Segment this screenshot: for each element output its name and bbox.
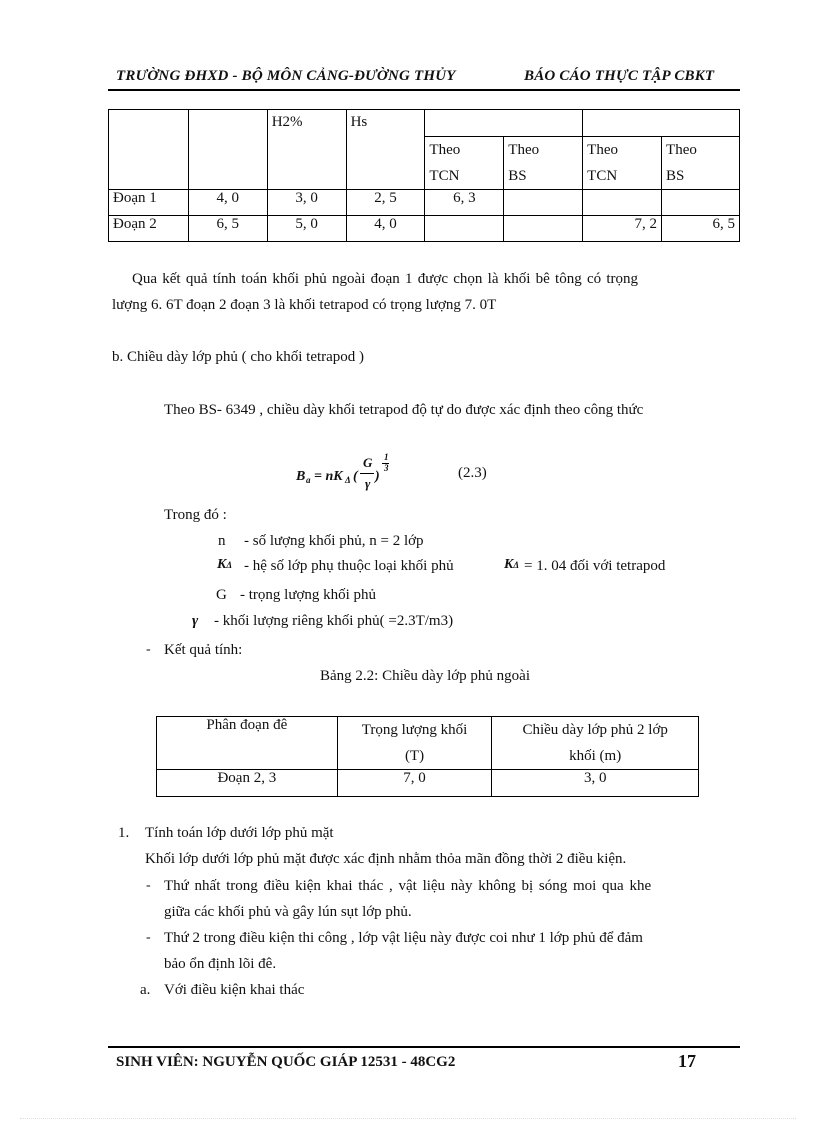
table-cell: Đoạn 2 (109, 216, 189, 242)
def-g-symbol: G (216, 587, 227, 603)
def-k-symbol: KΔ (217, 557, 232, 572)
ket-qua: Kết quả tính: (164, 642, 243, 658)
formula-eq: = nK (314, 469, 343, 484)
section-1-intro: Khối lớp dưới lớp phủ mặt được xác định nhằm thỏa mãn đồng thời 2 điều kiện. (145, 851, 627, 867)
section-b-heading: b. Chiều dày lớp phủ ( cho khối tetrapod ) (112, 349, 365, 365)
formula-2-3: B a = nK Δ ( G γ ) 1 3 (296, 452, 389, 491)
bullet-2-line: Thứ 2 trong điều kiện thi công , lớp vật liệu này được coi như 1 lớp phủ để đảm (164, 930, 643, 946)
table-subheader: Theo TCN (425, 137, 504, 190)
def-gamma-symbol: γ (192, 613, 199, 629)
bullet-dash: - (146, 930, 151, 945)
table-header-group (583, 110, 740, 137)
section-1-number: 1. (118, 825, 130, 841)
formula-fraction-bar (360, 473, 374, 474)
table-header-trong-luong: Trọng lượng khối (T) (337, 717, 492, 770)
bullet-1-line: giữa các khối phủ và gây lún sụt lớp phủ. (164, 904, 412, 920)
table-cell: 3, 0 (492, 770, 699, 797)
bullet-1-line: Thứ nhất trong điều kiện khai thác , vật liệu này không bị sóng moi qua khe (164, 878, 652, 894)
bs-formula-intro: Theo BS- 6349 , chiều dày khối tetrapod độ tự do được xác định theo công thức (164, 402, 644, 418)
table-cell: 7, 2 (583, 216, 662, 242)
page-edge (20, 1118, 796, 1119)
sub-a-text: Với điều kiện khai thác (164, 982, 305, 998)
table-cell (504, 216, 583, 242)
table-cell (583, 190, 662, 216)
table-cell: 2, 5 (346, 190, 425, 216)
formula-lhs-sub: a (306, 475, 311, 485)
bullet-2-line: bảo ổn định lõi đê. (164, 956, 277, 972)
formula-label: (2.3) (458, 465, 487, 481)
formula-k-sub: Δ (345, 475, 351, 485)
table-cell (662, 190, 740, 216)
formula-lhs: B (296, 469, 306, 484)
table-header-h2: H2% (267, 110, 346, 190)
table-cell: 6, 5 (662, 216, 740, 242)
header-rule (108, 89, 740, 91)
section-1-title: Tính toán lớp dưới lớp phủ mặt (145, 825, 334, 841)
table-cell: 6, 3 (425, 190, 504, 216)
footer-student: SINH VIÊN: NGUYỄN QUỐC GIÁP 12531 - 48CG2 (116, 1054, 456, 1070)
sub-a-label: a. (140, 982, 151, 998)
def-gamma-text: - khối lượng riêng khối phủ( =2.3T/m3) (214, 613, 454, 629)
table-row (109, 190, 740, 216)
bullet-dash: - (146, 878, 151, 893)
formula-exp-den: 3 (384, 463, 389, 473)
table-header-phan-doan: Phân đoạn đê (157, 717, 338, 770)
table-wave-weights (108, 109, 740, 242)
def-k-text: - hệ số lớp phụ thuộc loại khối phủ (244, 558, 454, 574)
def-k-text-2: = 1. 04 đối với tetrapod (524, 558, 666, 574)
formula-den: γ (365, 476, 371, 491)
table-cell: Đoạn 1 (109, 190, 189, 216)
table-cell: 7, 0 (337, 770, 492, 797)
table-header-cell (109, 110, 189, 190)
table-header-cell (188, 110, 267, 190)
table-cover-thickness (156, 716, 699, 797)
trong-do: Trong đó : (164, 507, 227, 523)
paragraph-line: lượng 6. 6T đoạn 2 đoạn 3 là khối tetrapod có trọng lượng 7. 0T (112, 297, 497, 313)
table-header-group (425, 110, 583, 137)
table-subheader: Theo BS (662, 137, 740, 190)
page-number: 17 (678, 1051, 696, 1071)
footer-rule (108, 1046, 740, 1048)
def-k-symbol-2: KΔ (504, 557, 519, 572)
table-subheader: Theo BS (504, 137, 583, 190)
paragraph-line: Qua kết quả tính toán khối phủ ngoài đoạn 1 được chọn là khối bê tông có trọng (132, 271, 639, 287)
header-left: TRƯỜNG ĐHXD - BỘ MÔN CẢNG-ĐƯỜNG THỦY (116, 68, 456, 84)
def-g-text: - trọng lượng khối phủ (240, 587, 377, 603)
table-row (109, 216, 740, 242)
header-right: BÁO CÁO THỰC TẬP CBKT (524, 68, 715, 84)
table-cell (425, 216, 504, 242)
table-cell: 6, 5 (188, 216, 267, 242)
table-cell: 3, 0 (267, 190, 346, 216)
table-row (157, 770, 699, 797)
table-subheader: Theo TCN (583, 137, 662, 190)
table-header-chieu-day: Chiều dày lớp phủ 2 lớp khối (m) (492, 717, 699, 770)
table-caption: Bảng 2.2: Chiều dày lớp phủ ngoài (320, 668, 530, 684)
formula-num: G (363, 455, 373, 470)
def-n-text: - số lượng khối phủ, n = 2 lớp (244, 533, 424, 549)
table-cell: Đoạn 2, 3 (157, 770, 338, 797)
table-cell (504, 190, 583, 216)
bullet-dash: - (146, 642, 151, 657)
table-header-hs: Hs (346, 110, 425, 190)
formula-exp-num: 1 (384, 452, 389, 462)
table-cell: 5, 0 (267, 216, 346, 242)
def-n-symbol: n (218, 533, 226, 549)
table-cell: 4, 0 (346, 216, 425, 242)
table-cell: 4, 0 (188, 190, 267, 216)
